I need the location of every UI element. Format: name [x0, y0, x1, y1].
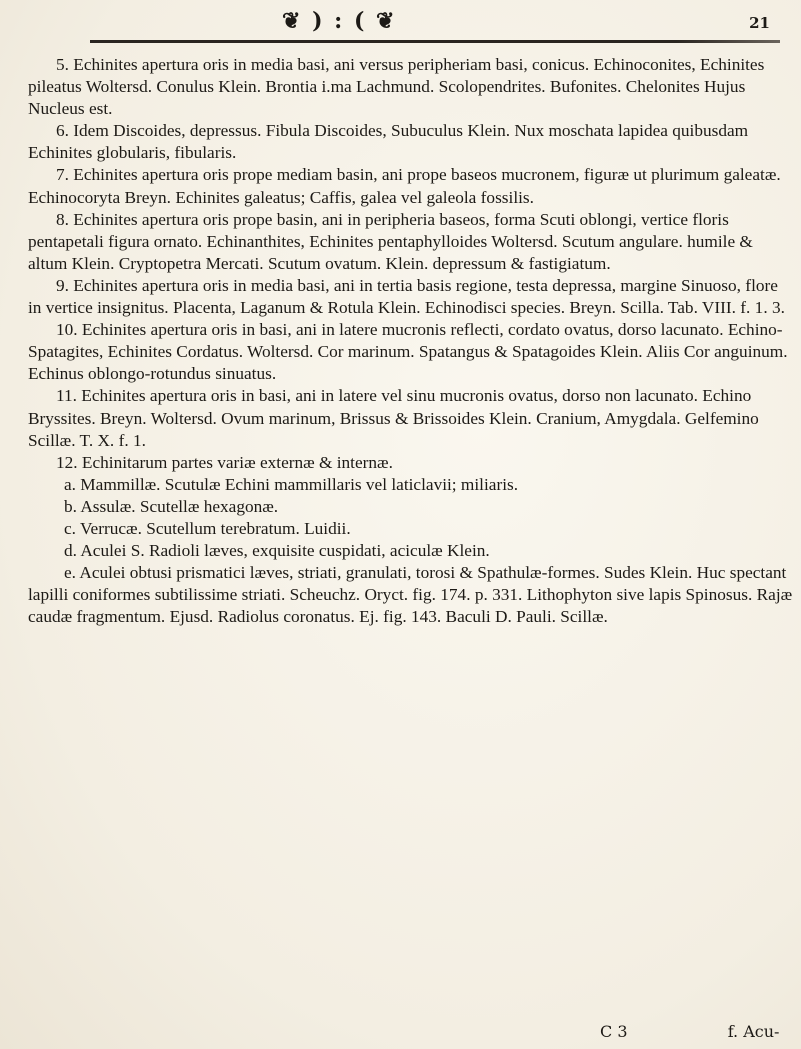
paragraph-10: 10. Echinites apertura oris in basi, ani in latere mucronis reflecti, cordato ovatus, dorso lacunato. Echino-Spatagites, Echinites Cordatus. Woltersd. Cor marinum. Spatangus & Spatagoides Klein. Aliis Cor anguinum. Echinus oblongo-rotundus sinuatus.: [28, 320, 788, 384]
subparagraph-b: b. Assulæ. Scutellæ hexagonæ.: [64, 496, 279, 516]
subparagraph-d: d. Aculei S. Radioli læves, exquisite cuspidati, aciculæ Klein.: [64, 541, 490, 561]
header-rule: [90, 40, 780, 43]
subparagraph-c: c. Verrucæ. Scutellum terebratum. Luidii.: [64, 518, 351, 538]
paragraph-9: 9. Echinites apertura oris in media basi, ani in tertia basis regione, testa depressa, margine Sinuoso, flore in vertice insignitus. Placenta, Laganum & Rotula Klein. Echinodisci species. Breyn. Scilla. Tab. VIII. f. 1. 3.: [28, 275, 785, 318]
header-ornament: ❦ ) : ( ❦: [282, 8, 397, 34]
page-body: [28, 54, 793, 628]
page-number: 21: [749, 14, 770, 32]
page-header: [60, 8, 780, 42]
paragraph-6: 6. Idem Discoides, depressus. Fibula Discoides, Subuculus Klein. Nux moschata lapidea quibusdam Echinites globularis, fibularis.: [28, 121, 749, 163]
paragraph-7: 7. Echinites apertura oris prope mediam basin, ani prope baseos mucronem, figuræ ut plurimum galeatæ. Echinocoryta Breyn. Echinites galeatus; Caffis, galea vel galeola fossilis.: [28, 165, 781, 207]
paragraph-11: 11. Echinites apertura oris in basi, ani in latere vel sinu mucronis ovatus, dorso non lacunato. Echino Bryssites. Breyn. Woltersd. Ovum marinum, Brissus & Brissoides Klein. Cranium, Amygdala. Gelfemino Scillæ. T. X. f. 1.: [28, 386, 759, 450]
subparagraph-e: e. Aculei obtusi prismatici læves, striati, granulati, torosi & Spathulæ-formes. Sudes Klein. Huc spectant lapilli coniformes subtilissime striati. Scheuchz. Oryct. fig. 174. p. 331. Lithophyton sive lapis Spinosus. Rajæ caudæ fragmentum. Ejusd. Radiolus coronatus. Ej. fig. 143. Baculi D. Pauli. Scillæ.: [28, 563, 793, 627]
paragraph-8: 8. Echinites apertura oris prope basin, ani in peripheria baseos, forma Scuti oblongi, vertice floris pentapetali figura ornato. Echinanthites, Echinites pentaphylloides Woltersd. Scutum angulare. humile & altum Klein. Cryptopetra Mercati. Scutum ovatum. Klein. depressum & fastigiatum.: [28, 209, 753, 273]
signature-mark: C 3: [600, 1022, 628, 1041]
subparagraph-a: a. Mammillæ. Scutulæ Echini mammillaris vel laticlavii; miliaris.: [64, 474, 519, 494]
catchword: f. Acu-: [727, 1022, 780, 1041]
signature-line: [600, 1022, 779, 1041]
paragraph-12: 12. Echinitarum partes variæ externæ & internæ.: [56, 452, 393, 472]
paragraph-5: 5. Echinites apertura oris in media basi, ani versus peripheriam basi, conicus. Echinoconites, Echinites pileatus Woltersd. Conulus Klein. Brontia i.ma Lachmund. Scolopendrites. Bufonites. Chelonites Hujus Nucleus est.: [28, 55, 765, 119]
